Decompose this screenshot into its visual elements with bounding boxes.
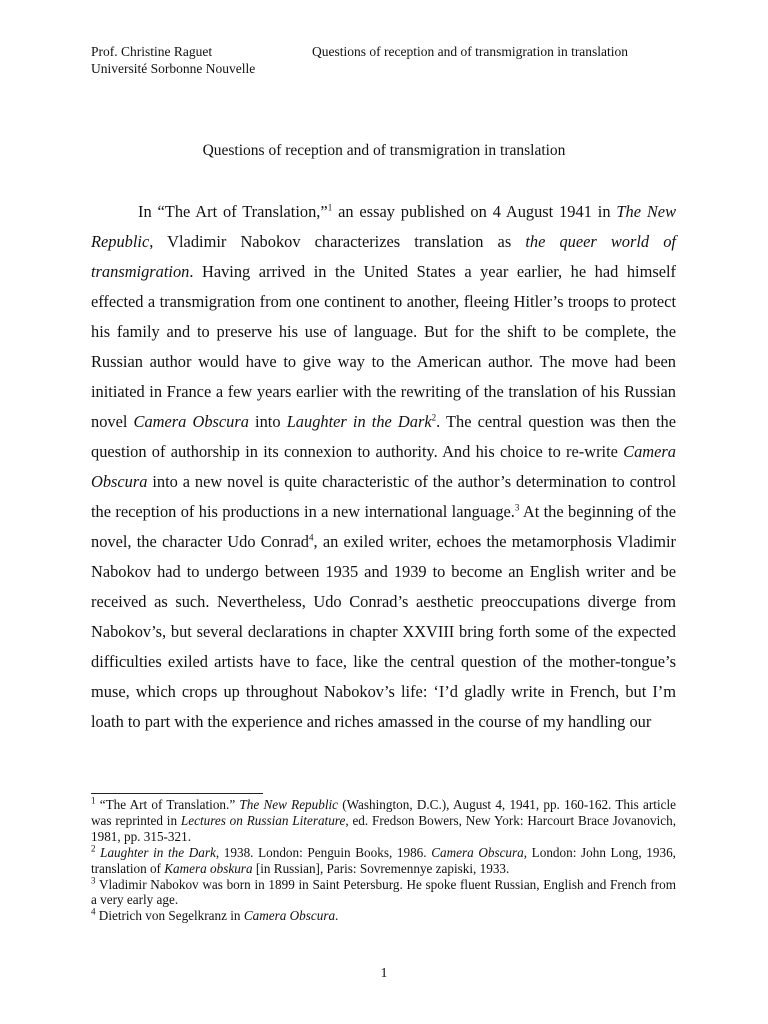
footnote-ref-1[interactable]: 1 xyxy=(327,202,333,213)
footnote-number: 4 xyxy=(91,906,96,917)
footnote-ref-4[interactable]: 4 xyxy=(309,532,314,543)
body-text-run: At the beginning of the novel, the character Udo Conrad xyxy=(91,502,676,551)
page-number: 1 xyxy=(380,966,388,981)
body-italic-run: Laughter in the Dark xyxy=(286,412,432,431)
footnote-text: , London: John Long, 1936, translation of xyxy=(91,844,676,876)
footnote-italic: Laughter in the Dark xyxy=(95,844,216,860)
body-text-run: , Vladimir Nabokov characterizes translation as xyxy=(149,232,526,251)
footnote-text: Dietrich von Segelkranz in xyxy=(95,908,244,924)
footnotes xyxy=(91,797,676,924)
footnote-italic: Camera Obscura xyxy=(431,844,524,860)
footnote-italic: Kamera obskura xyxy=(164,860,253,876)
footnote-text: , 1938. London: Penguin Books, 1986. xyxy=(215,844,432,860)
body-text-run: In “The Art of Translation,” xyxy=(138,202,328,221)
footnote-number: 3 xyxy=(91,875,96,886)
footnote-separator xyxy=(91,793,263,794)
header-university: Université Sorbonne Nouvelle xyxy=(91,61,256,76)
header-running-title: Questions of reception and of transmigration in translation xyxy=(312,44,629,59)
footnote-italic: Lectures on Russian Literature xyxy=(180,812,346,828)
footnote-text: (Washington, D.C.), August 4, 1941, pp. 160-162. This article was reprinted in xyxy=(91,797,676,828)
footnote-number: 2 xyxy=(91,843,96,854)
article-title: Questions of reception and of transmigration in translation xyxy=(202,142,566,159)
footnote-4 xyxy=(91,908,676,924)
body-italic-run: Camera Obscura xyxy=(133,412,249,431)
footnote-1 xyxy=(91,797,676,845)
footnote-number: 1 xyxy=(91,795,96,806)
footnote-italic: Camera Obscura xyxy=(243,908,336,924)
body-text-run: , an exiled writer, echoes the metamorphosis Vladimir Nabokov had to undergo between 1935 and 1939 to become an English writer and be received as such. Nevertheless, Udo Conrad’s aesthetic preoccupations diverge from Nabokov’s, but several declarations in chapter XXVIII bring forth some of the expected difficulties exiled artists have to face, like the central question of the mother-tongue’s muse, which crops up throughout Nabokov’s life: ‘I’d gladly write in French, but I’m loath to part with the experience and riches amassed in the course of my handling our xyxy=(91,532,676,731)
body-text-run: . Having arrived in the United States a year earlier, he had himself effected a transmigration from one continent to another, fleeing Hitler’s troops to protect his family and to preserve his use of language. But for the shift to be complete, the Russian author would have to give way to the American author. The move had been initiated in France a few years earlier with the rewriting of the translation of his Russian novel xyxy=(91,262,676,431)
footnote-2 xyxy=(91,845,676,877)
body-text-run: into xyxy=(248,412,287,431)
body-text xyxy=(91,197,676,737)
footnote-text: , ed. Fredson Bowers, New York: Harcourt Brace Jovanovich, 1981, pp. 315-321. xyxy=(91,812,677,844)
body-italic-run: the queer world of transmigration xyxy=(91,232,676,281)
footnote-3 xyxy=(91,877,676,909)
footnote-italic: The New Republic xyxy=(239,797,339,812)
footnote-text: [in Russian], Paris: Sovremennye zapiski, 1933. xyxy=(252,860,510,876)
footnote-text: “The Art of Translation.” xyxy=(95,797,240,812)
body-text-run: into a new novel is quite characteristic of the author’s determination to control the reception of his productions in a new international language. xyxy=(91,472,676,521)
header-author: Prof. Christine Raguet xyxy=(91,44,213,59)
footnote-text: . xyxy=(335,908,339,924)
body-italic-run: Camera Obscura xyxy=(91,442,676,491)
footnote-ref-3[interactable]: 3 xyxy=(514,502,520,513)
body-italic-run: The New Republic xyxy=(91,202,677,251)
footnote-text: Vladimir Nabokov was born in 1899 in Saint Petersburg. He spoke fluent Russian, English and French from a very early age. xyxy=(91,876,676,908)
body-paragraph xyxy=(91,197,676,737)
body-text-run: an essay published on 4 August 1941 in xyxy=(332,202,617,221)
footnote-ref-2[interactable]: 2 xyxy=(431,412,437,423)
body-text-run: . The central question was then the question of authorship in its connexion to authority. And his choice to re-write xyxy=(91,412,677,461)
